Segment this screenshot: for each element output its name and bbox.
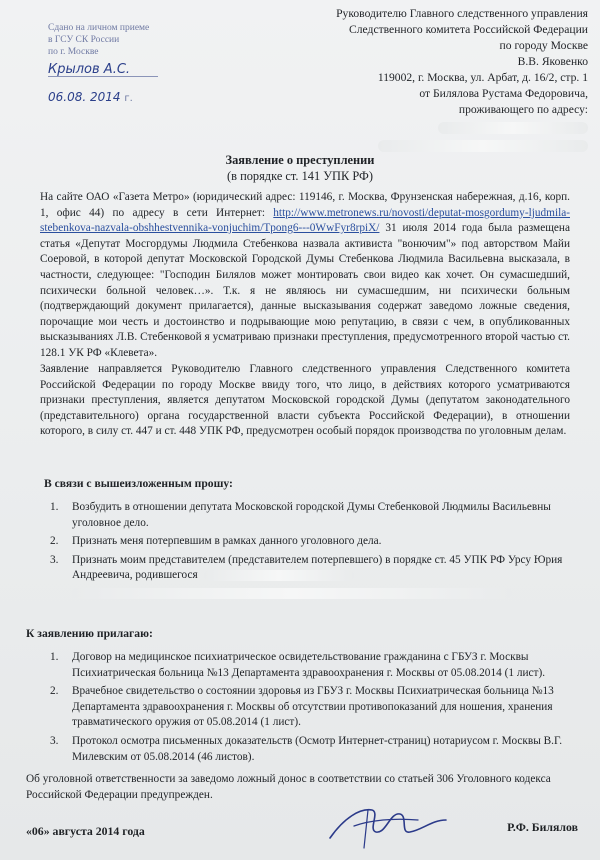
addressee-line: по городу Москве (499, 39, 588, 52)
addressee-line: В.В. Яковенко (517, 55, 588, 68)
item-number: 1. (50, 501, 59, 513)
item-text: Договор на медицинское психиатрическое освидетельствование гражданина с ГБУЗ г. Москвы Психиатрическая больница №13 Департамента здравоохранения г. Москвы от 05.08.2014 (1 лист). (72, 651, 546, 679)
addressee-line: 119002, г. Москва, ул. Арбат, д. 16/2, стр. 1 (377, 71, 588, 84)
title-sub: (в порядке ст. 141 УПК РФ) (227, 169, 373, 183)
list-item (50, 684, 570, 731)
list-item (50, 734, 570, 765)
item-number: 3. (50, 734, 59, 747)
stamp-line: Сдано на личном приеме (48, 23, 150, 33)
signer-name: Р.Ф. Билялов (507, 820, 578, 834)
document-date: «06» августа 2014 года (26, 824, 145, 838)
list-item (50, 534, 570, 550)
stamp-signature: Крылов А.С. (48, 64, 158, 77)
item-number: 3. (50, 553, 59, 566)
addressee-line: проживающего по адресу: (458, 103, 588, 116)
attachments-heading: К заявлению прилагаю: (26, 627, 153, 640)
list-item (50, 500, 570, 531)
item-number: 2. (50, 535, 59, 548)
paragraph-1-start: На сайте ОАО «Газета Метро» (юридический адрес: 119146, г. Москва, Фрунзенская набережная, д.16, корп. 1, офис 44) по адресу в сети Интернет: (40, 191, 570, 219)
stamp-line: по г. Москве (48, 47, 99, 57)
reception-stamp (48, 22, 178, 105)
paragraph-1 (40, 190, 570, 362)
item-text: Протокол осмотра письменных доказательств (Осмотр Интернет-страниц) нотариусом г. Москвы В.Г. Милевским от 05.08.2014 (46 листов). (72, 734, 563, 763)
item-text: Возбудить в отношении депутата Московской городской Думы Стебенковой Людмилы Васильевны уголовное дело. (72, 501, 551, 529)
redacted-birth-info (204, 570, 354, 581)
list-item (50, 553, 570, 584)
item-text: Признать моим представителем (представителем потерпевшего) в порядке ст. 45 УПК РФ Урсу Юрия Андреевича, родившегося (72, 553, 563, 582)
handwritten-signature-icon (320, 790, 460, 860)
paragraph-1-end: 31 июля 2014 года была размещена статья «Депутат Мосгордумы Людмила Стебенкова назвала активиста "вонючим"» под авторством Майи Соеровой, в которой депутат Московской Городской Думы Стебенкова Людмила Васильевна высказала, в частности, следующее: "Господин Билялов может монтировать свои видео как хочет. Он сумасшедший, психически больной человек…». Т.к. я не являюсь ни сумасшедшим, ни психически больным (подтверждающий документ прилагается), данные высказывания содержат заведомо ложные сведения, порочащие мои честь и достоинство и подрывающие мою репутацию, в связи с чем, в опубликованных высказываниях Л.В. Стебенковой я усматриваю признаки преступления, предусмотренного второй частью ст. 128.1 УК РФ «Клевета». (40, 222, 570, 359)
list-item (50, 650, 570, 681)
addressee-line: Следственного комитета Российской Федерации (349, 23, 588, 36)
item-text: Признать меня потерпевшим в рамках данного уголовного дела. (72, 535, 382, 548)
item-text: Врачебное свидетельство о состоянии здоровья из ГБУЗ г. Москвы Психиатрическая больница №13 Департамента здравоохранения г. Москвы об отсутствии противопоказаний для ношения, хранения травматического оружия от 05.08.2014 (1 лист). (72, 685, 554, 729)
redacted-address (438, 122, 588, 134)
stamp-date-value: 06.08. 2014 (48, 90, 121, 104)
article-link[interactable]: http://www.metronews.ru/novosti/deputat-mosgordumy-ljudmila-stebenkova-nazvala-obshhestvennika-vonjuchim/Tpong6---0WwFyr8rpiX/ (40, 206, 570, 235)
stamp-date-suffix: г. (124, 93, 133, 104)
perjury-warning: Об уголовной ответственности за заведомо ложный донос в соответствии со статьей 306 Уголовного кодекса Российской Федерации предупрежден. (26, 773, 551, 801)
stamp-date (48, 91, 178, 105)
item-number: 1. (50, 651, 59, 663)
redacted-personal-data (72, 588, 512, 599)
requests-heading: В связи с вышеизложенным прошу: (44, 477, 233, 490)
addressee-line: от Билялова Рустама Федоровича, (419, 87, 588, 100)
redacted-address (378, 140, 588, 152)
requests-list (50, 500, 570, 587)
attachments-list (50, 650, 570, 768)
addressee-line: Руководителю Главного следственного управления (336, 7, 588, 20)
item-number: 2. (50, 685, 59, 698)
paragraph-2: Заявление направляется Руководителю Главного следственного управления Следственного комитета Российской Федерации по городу Москве ввиду того, что лицо, в действиях которого усматриваются признаки преступления, является депутатом Московской городской Думы (депутатом законодательного (представительного) органа государственной власти субъекта Российской Федерации), в отношении которого, в силу ст. 447 и ст. 448 УПК РФ, предусмотрен особый порядок производства по уголовным делам. (40, 363, 570, 438)
stamp-line: в ГСУ СК России (48, 35, 120, 45)
addressee-block (300, 6, 588, 152)
title-main: Заявление о преступлении (225, 153, 375, 167)
document-title (0, 152, 600, 184)
